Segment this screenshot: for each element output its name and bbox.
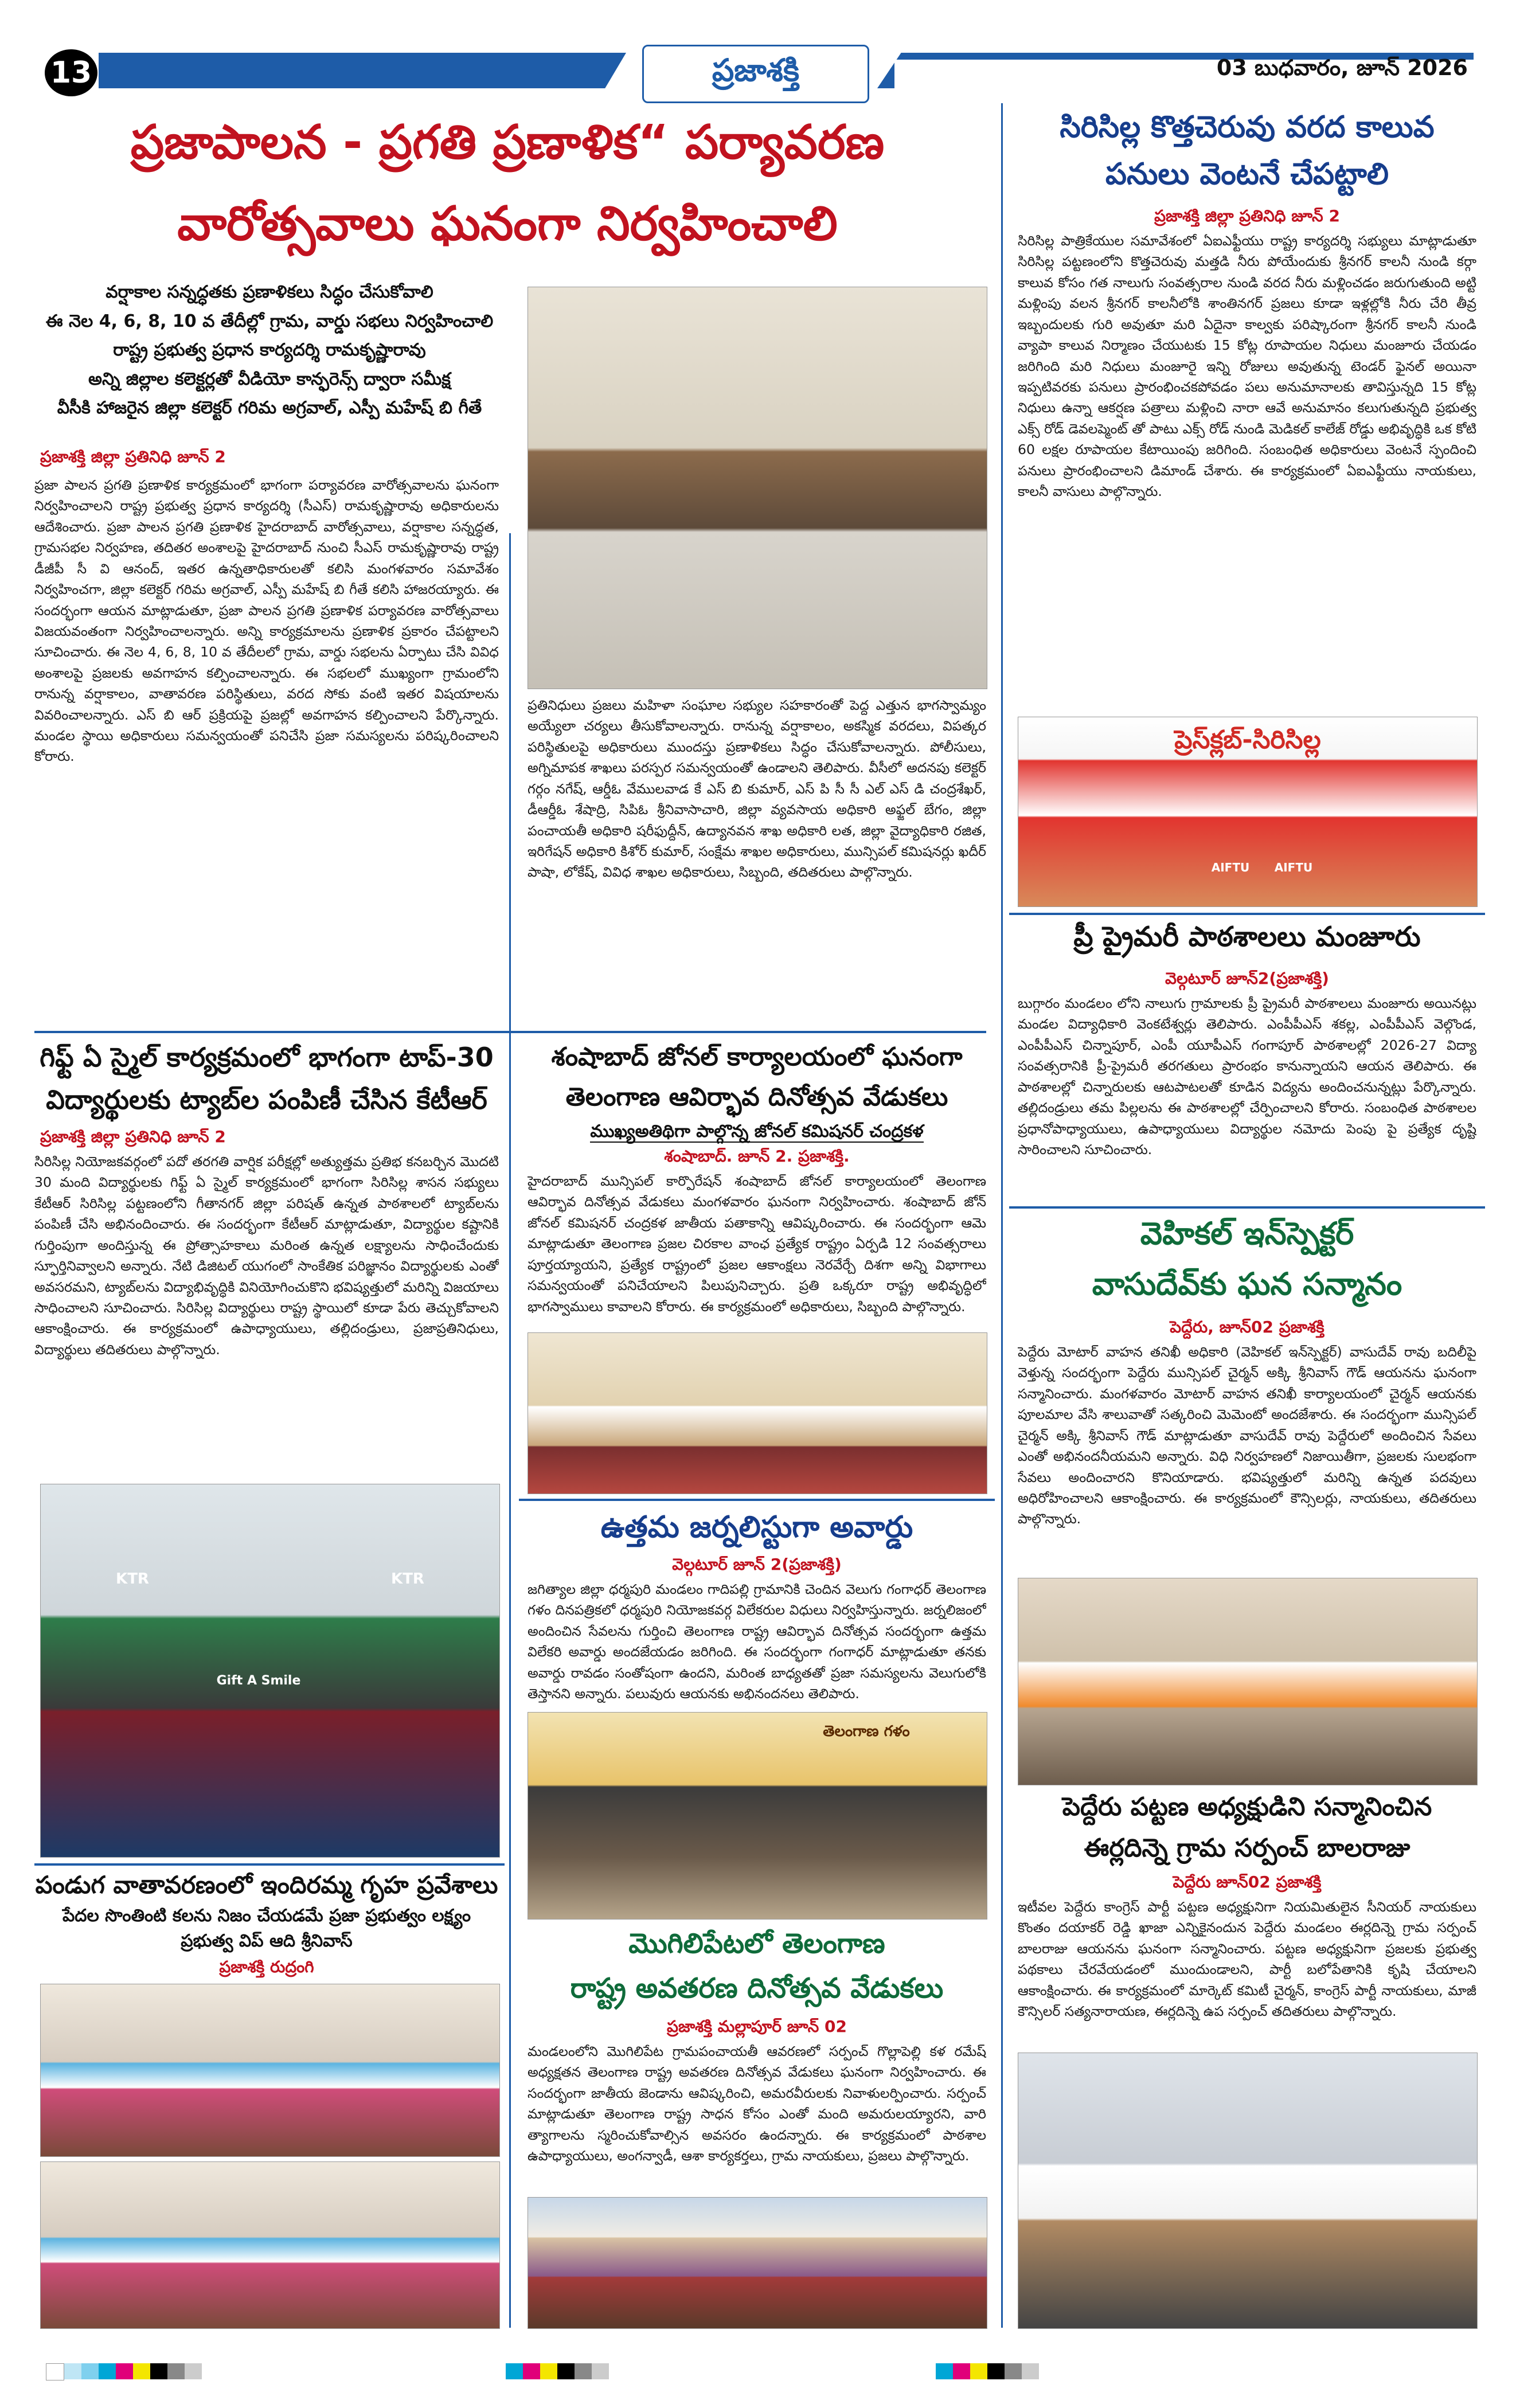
mogili-body: మండలంలోని మొగిలిపేట గ్రామపంచాయతీ ఆవరణలో సర్పంచ్ గొల్లాపెల్లి కళ రమేష్ అధ్యక్షతన తెలంగాణ రాష్ట్ర అవతరణ దినోత్సవ వేడుకలు ఘనంగా నిర్వహించారు. ఈ సందర్భంగా జాతీయ జెండాను ఆవిష్కరించి, అమరవీరులకు నివాళులర్పించారు. సర్పంచ్ మాట్లాడుతూ తెలంగాణ రాష్ట్ర సాధన కోసం ఎంతో మంది అమరులయ్యారని, వారి త్యాగాలను స్మరించుకోవాల్సిన అవసరం ఉందన్నారు. ఈ కార్యక్రమంలో పాఠశాల ఉపాధ్యాయులు, అంగన్వాడీ, ఆశా కార్యకర్తలు, గ్రామ నాయకులు, ప్రజలు పాల్గొన్నారు. xyxy=(528,2043,986,2164)
ktr-body: సిరిసిల్ల నియోజకవర్గంలో పదో తరగతి వార్షిక పరీక్షల్లో అత్యుత్తమ ప్రతిభ కనబర్చిన మొదటి 30 మంది విద్యార్థులకు గిఫ్ట్ ఏ స్మైల్ కార్యక్రమంలో భాగంగా సిరిసిల్ల శాసన సభ్యులు కేటీఆర్ సిరిసిల్ల పట్టణంలోని గీతానగర్ జిల్లా పరిషత్ ఉన్నత పాఠశాలలో ట్యాబ్‌లను పంపిణీ చేసి అభినందించారు. ఈ సందర్భంగా కేటీఆర్ మాట్లాడుతూ, విద్యార్థుల కష్టానికి గుర్తింపుగా అందిస్తున్న ఈ ప్రోత్సాహకాలు మరింత ఉన్నత లక్ష్యాలను సాధించేందుకు స్ఫూర్తినివ్వాలని అన్నారు. నేటి డిజిటల్ యుగంలో సాంకేతిక పరిజ్ఞానం విద్యార్థులకు ఎంతో అవసరమని, ట్యాబ్‌లను విద్యాభివృద్ధికి వినియోగించుకొని భవిష్యత్తులో మరిన్ని విజయాలు సాధించాలని సూచించారు. సిరిసిల్ల విద్యార్థులు రాష్ట్ర స్థాయిలో కూడా పేరు తెచ్చుకోవాలని ఆకాంక్షించారు. ఈ కార్యక్రమంలో ఉపాధ్యాయులు, తల్లిదండ్రులు, ప్రజాప్రతినిధులు, విద్యార్థులు తదితరులు పాల్గొన్నారు. xyxy=(34,1154,499,1358)
color-swatch xyxy=(953,2363,970,2379)
sarpanch-headline: పెద్దేరు పట్టణ అధ్యక్షుడిని సన్మానించిన xyxy=(1062,1792,1432,1821)
indiramma-photo-ribbon xyxy=(40,1984,500,2157)
column-divider xyxy=(1001,103,1003,2328)
banner-text: AIFTU xyxy=(1274,861,1313,874)
spacer xyxy=(609,2363,936,2380)
color-swatch xyxy=(46,2363,64,2380)
mogili-headline: మొగిలిపేటలో తెలంగాణ xyxy=(628,1928,885,1960)
sirisilla-headline-2: పనులు వెంటనే చేపట్టాలి xyxy=(1105,157,1389,191)
indiramma-photo-house xyxy=(40,2161,500,2329)
color-swatch xyxy=(987,2363,1005,2379)
lead-subheads xyxy=(34,281,505,420)
color-swatch xyxy=(970,2363,987,2379)
lead-body-center: ప్రతినిధులు ప్రజలు మహిళా సంఘాల సభ్యుల సహకారంతో పెద్ద ఎత్తున భాగస్వామ్యం అయ్యేలా చర్యలు తీసుకోవాలన్నారు. రానున్న వర్షాకాలం, అకస్మిక వరదలు, విపత్కర పరిస్థితులపై అధికారులు ముందస్తు ప్రణాళికలు సిద్ధం చేసుకోవాలన్నారు. పోలీసులు, అగ్నిమాపక శాఖలు పరస్పర సమన్వయంతో ఉండాలని తెలిపారు. వీసీలో అదనపు కలెక్టర్ గర్గం నగేష్, ఆర్డీఓ వేములవాడ కే ఎస్ బి కుమార్, ఎస్ పి సీ సీ ఎల్ ఎస్ డి చంద్రశేఖర్, డీఆర్డీఓ శేషాద్రి, సిపిఓ శ్రీనివాసాచారి, జిల్లా వ్యవసాయ అధికారి అఫ్జల్ బేగం, జిల్లా పంచాయతీ అధికారి షరీఫుద్దీన్, ఉద్యానవన శాఖ అధికారి లత, జిల్లా వైద్యాధికారి రజిత, ఇరిగేషన్ అధికారి కిశోర్ కుమార్, సంక్షేమ శాఖల అధికారులు, మున్సిపల్ కమిషనర్లు ఖదీర్ పాషా, లోకేష్, వివిధ శాఖల అధికారులు, సిబ్బంది, తదితరులు పాల్గొన్నారు. xyxy=(528,697,986,881)
mogili-headline-2: రాష్ట్ర అవతరణ దినోత్సవ వేడుకలు xyxy=(570,1972,944,2004)
shamshabad-sub-text: ముఖ్యఅతిథిగా పాల్గొన్న జోనల్ కమిషనర్ చంద్రకళ xyxy=(590,1121,924,1142)
award-banner-text: తెలంగాణ గళం xyxy=(823,1723,910,1740)
color-swatch xyxy=(116,2363,133,2379)
sirisilla-dateline: ప్రజాశక్తి జిల్లా ప్రతినిధి జూన్ 2 xyxy=(1154,206,1340,225)
section-rule xyxy=(519,1499,995,1501)
column-divider xyxy=(509,533,511,2328)
color-swatch xyxy=(150,2363,167,2379)
banner-text: Gift A Smile xyxy=(216,1674,301,1688)
section-rule xyxy=(1009,913,1485,915)
banner-text: KTR xyxy=(391,1570,424,1588)
sarpanch-dateline: పెద్దేరు జూన్02 ప్రజాశక్తి xyxy=(1173,1873,1322,1891)
indiramma-headline: పండుగ వాతావరణంలో ఇందిరమ్మ గృహ ప్రవేశాలు xyxy=(35,1871,498,1899)
vehicle-headline-2: వాసుదేవ్‌కు ఘన సన్మానం xyxy=(1092,1266,1402,1302)
color-swatch xyxy=(1005,2363,1022,2379)
banner-text: KTR xyxy=(116,1570,149,1588)
shamshabad-headline: శంషాబాద్ జోనల్ కార్యాలయంలో ఘనంగా xyxy=(551,1042,963,1072)
shamshabad-body: హైదరాబాద్ మున్సిపల్ కార్పొరేషన్ శంషాబాద్ జోనల్ కార్యాలయంలో తెలంగాణ ఆవిర్భావ దినోత్సవ వేడుకలు మంగళవారం ఘనంగా నిర్వహించారు. శంషాబాద్ జోన్ జోనల్ కమిషనర్ చంద్రకళ జాతీయ పతాకాన్ని ఆవిష్కరించారు. ఈ సందర్భంగా ఆమె మాట్లాడుతూ తెలంగాణ ప్రజల చిరకాల వాంఛ ప్రత్యేక రాష్ట్రం ఏర్పడి 12 సంవత్సరాలు పూర్తయ్యాయని, ప్రత్యేక రాష్ట్రంలో ప్రజల ఆకాంక్షలు నెరవేర్చే దిశగా అన్ని విభాగాలు సమన్వయంతో పనిచేయాలని పిలుపునిచ్చారు. ప్రతి ఒక్కరూ రాష్ట్ర అభివృద్ధిలో భాగస్వాములు కావాలని కోరారు. ఈ కార్యక్రమంలో అధికారులు, సిబ్బంది పాల్గొన్నారు. xyxy=(528,1173,986,1315)
section-rule xyxy=(1009,1206,1485,1209)
shamshabad-dateline: శంషాబాద్. జూన్ 2. ప్రజాశక్తి. xyxy=(664,1147,850,1166)
award-body: జగిత్యాల జిల్లా ధర్మపురి మండలం గాదిపల్లి గ్రామానికి చెందిన వెలుగు గంగాధర్ తెలంగాణ గళం దినపత్రికలో ధర్మపురి నియోజకవర్గ విలేకరుల విధులు నిర్వహిస్తున్నారు. జర్నలిజంలో అందించిన సేవలను గుర్తించి తెలంగాణ రాష్ట్ర ఆవిర్భావ దినోత్సవ సందర్భంగా ఉత్తమ విలేకరి అవార్డు అందజేయడం జరిగింది. ఈ సందర్భంగా గంగాధర్ మాట్లాడుతూ తనకు అవార్డు రావడం సంతోషంగా ఉందని, మరింత బాధ్యతతో ప్రజా సమస్యలను వెలుగులోకి తెస్తానని అన్నారు. పలువురు ఆయనకు అభినందనలు తెలిపారు. xyxy=(528,1581,986,1702)
vehicle-headline: వెహికల్ ఇన్‌స్పెక్టర్ xyxy=(1140,1215,1354,1252)
vehicle-dateline: పెద్దేరు, జూన్02 ప్రజాశక్తి xyxy=(1170,1318,1324,1336)
lead-photo-video-conference xyxy=(528,287,987,689)
lead-sub: రాష్ట్ర ప్రభుత్వ ప్రధాన కార్యదర్శి రామకృష్ణారావు xyxy=(113,340,426,360)
lead-body-left: ప్రజా పాలన ప్రగతి ప్రణాళిక కార్యక్రమంలో భాగంగా పర్యావరణ వారోత్సవాలను ఘనంగా నిర్వహించాలని రాష్ట్ర ప్రభుత్వ ప్రధాన కార్యదర్శి (సీఎస్) రామకృష్ణారావు అధికారులను ఆదేశించారు. ప్రజా పాలన ప్రగతి ప్రణాళిక హైదరాబాద్ వారోత్సవాలు, వర్షాకాల సన్నద్ధత, గ్రామసభల నిర్వహణ, తదితర అంశాలపై హైదరాబాద్ నుంచి సీఎస్ రామకృష్ణారావు రాష్ట్ర డీజీపీ సీ వి ఆనంద్, ఇతర ఉన్నతాధికారులతో కలిసి మంగళవారం సమావేశం నిర్వహించగా, జిల్లా కలెక్టర్ గరిమ అగ్రవాల్, ఎస్పీ మహేష్ బి గీతే కలిసి హాజరయ్యారు. ఈ సందర్భంగా ఆయన మాట్లాడుతూ, ప్రజా పాలన ప్రగతి ప్రణాళిక పర్యావరణ వారోత్సవాలు విజయవంతంగా నిర్వహించాలన్నారు. అన్ని కార్యక్రమాలను ప్రణాళిక ప్రకారం చేపట్టాలని సూచించారు. ఈ నెల 4, 6, 8, 10 వ తేదీలలో గ్రామ, వార్డు సభలను ఏర్పాటు చేసి వివిధ అంశాలపై ప్రజలకు అవగాహన కల్పించాలన్నారు. ఈ సభలలో ముఖ్యంగా గ్రామంలోని రానున్న వర్షాకాలం, వాతావరణ పరిస్థితులు, వరద సోకు వంటి ఇతర విషయాలను వివరించాలన్నారు. ఎస్ బి ఆర్ ప్రక్రియపై ప్రజల్లో అవగాహన కల్పించాలని పేర్కొన్నారు. మండల స్థాయి అధికారులు సమన్వయంతో పనిచేసి ప్రజా సమస్యలను పరిష్కరించాలని కోరారు. xyxy=(34,477,499,765)
preprimary-dateline: వెల్గటూర్ జూన్2(ప్రజాశక్తి) xyxy=(1165,969,1329,988)
mogili-photo-celebration xyxy=(528,2197,987,2329)
color-swatch xyxy=(81,2363,99,2379)
section-rule xyxy=(34,1863,505,1866)
color-swatch xyxy=(64,2363,81,2379)
shamshabad-headline-2: తెలంగాణ ఆవిర్భావ దినోత్సవ వేడుకలు xyxy=(565,1082,948,1112)
press-club-banner: ప్రెస్‌క్లబ్-సిరిసిల్ల xyxy=(1174,725,1321,755)
indiramma-sub-2: ప్రభుత్వ విప్ ఆది శ్రీనివాస్ xyxy=(181,1931,353,1951)
lead-sub: వర్షాకాల సన్నద్ధతకు ప్రణాళికలు సిద్ధం చేసుకోవాలి xyxy=(106,282,433,302)
printer-color-bar xyxy=(46,2363,1468,2380)
color-swatch xyxy=(936,2363,953,2379)
page-number: 13 xyxy=(45,49,97,96)
lead-sub: ఈ నెల 4, 6, 8, 10 వ తేదీల్లో గ్రామ, వార్డు సభలు నిర్వహించాలి xyxy=(45,311,494,331)
color-swatch xyxy=(133,2363,150,2379)
sirisilla-headline: సిరిసిల్ల కొత్తచెరువు వరద కాలువ xyxy=(1060,110,1435,144)
vehicle-photo xyxy=(1018,1578,1478,1785)
sarpanch-photo xyxy=(1018,2053,1478,2329)
indiramma-sub: పేదల సొంతింటి కలను నిజం చేయడమే ప్రజా ప్రభుత్వం లక్ష్యం xyxy=(62,1906,471,1926)
color-swatch xyxy=(1022,2363,1039,2379)
color-swatch xyxy=(523,2363,540,2379)
press-club-photo xyxy=(1018,717,1478,907)
color-swatch xyxy=(506,2363,523,2379)
vehicle-body: పెద్దేరు మోటార్ వాహన తనిఖీ అధికారి (వెహికల్ ఇన్‌స్పెక్టర్) వాసుదేవ్ రావు బదిలీపై వెళ్తున్న సందర్భంగా పెద్దేరు మున్సిపల్ చైర్మన్ అక్కి శ్రీనివాస్ గౌడ్ ఆయనను ఘనంగా సన్మానించారు. మంగళవారం మోటార్ వాహన తనిఖీ కార్యాలయంలో చైర్మన్ ఆయనకు పూలమాల వేసి శాలువాతో సత్కరించి మెమెంటో అందజేశారు. ఈ సందర్భంగా మున్సిపల్ చైర్మన్ అక్కి శ్రీనివాస్ గౌడ్ మాట్లాడుతూ వాసుదేవ్ రావు పెద్దేరులో అందించిన సేవలు ఎంతో అభినందనీయమని అన్నారు. విధి నిర్వహణలో నిజాయితీగా, ప్రజలకు సులభంగా సేవలు అందించారని కొనియాడారు. భవిష్యత్తులో మరిన్ని ఉన్నత పదవులు అధిరోహించాలని ఆకాంక్షించారు. ఈ కార్యక్రమంలో కౌన్సిలర్లు, నాయకులు, తదితరులు పాల్గొన్నారు. xyxy=(1018,1344,1476,1527)
issue-date: 03 బుధవారం, జూన్ 2026 xyxy=(1216,55,1468,80)
award-dateline: వెల్గటూర్ జూన్ 2(ప్రజాశక్తి) xyxy=(672,1555,842,1574)
award-photo xyxy=(528,1712,987,1920)
masthead-band-left xyxy=(99,53,626,88)
lead-headline-2: వారోత్సవాలు ఘనంగా నిర్వహించాలి xyxy=(177,197,838,251)
color-swatch xyxy=(557,2363,575,2379)
color-swatch xyxy=(540,2363,557,2379)
color-swatch xyxy=(167,2363,185,2379)
color-swatch xyxy=(575,2363,592,2379)
lead-dateline: ప్రజాశక్తి జిల్లా ప్రతినిధి జూన్ 2 xyxy=(40,447,226,466)
banner-text: AIFTU xyxy=(1211,861,1250,874)
sarpanch-body: ఇటీవల పెద్దేరు కాంగ్రెస్ పార్టీ పట్టణ అధ్యక్షునిగా నియమితులైన సీనియర్ నాయకులు కొంతం దయాకర్ రెడ్డి ఖాజా ఎన్నికైనందున పెద్దేరు మండలం ఈర్లదిన్నె గ్రామ సర్పంచ్ బాలరాజు ఆయనను ఘనంగా సన్మానించారు. పట్టణ అధ్యక్షునిగా ప్రజలకు ప్రభుత్వ పథకాలు చేరవేయడంలో ముందుండాలని, పార్టీ బలోపేతానికి కృషి చేయాలని ఆకాంక్షించారు. ఈ కార్యక్రమంలో మార్కెట్ కమిటీ చైర్మన్, కాంగ్రెస్ పార్టీ నాయకులు, మాజీ కౌన్సిలర్ సత్యనారాయణ, ఈర్లదిన్నె ఉప సర్పంచ్ తదితరులు పాల్గొన్నారు. xyxy=(1018,1899,1476,2020)
lead-sub: వీసీకి హాజరైన జిల్లా కలెక్టర్ గరిమ అగ్రవాల్, ఎస్పీ మహేష్ బి గీతే xyxy=(57,398,482,418)
color-swatch xyxy=(185,2363,202,2379)
section-rule xyxy=(34,1031,986,1033)
preprimary-headline: ప్రీ ప్రైమరీ పాఠశాలలు మంజూరు xyxy=(1073,921,1421,953)
sirisilla-body: సిరిసిల్ల పాత్రికేయుల సమావేశంలో ఏఐఎఫ్టీయు రాష్ట్ర కార్యదర్శి సభ్యులు మాట్లాడుతూ సిరిసిల్ల పట్టణంలోని కొత్తచెరువు మత్తడి నీరు పోయేందుకు శ్రీనగర్ కాలనీ నుండి కర్గా కాలువ కోసం గత నాలుగు సంవత్సరాల నుండి వరద నీరు మళ్లించడం జరుగుతుంది అట్టి మళ్లింపు వలన శ్రీనగర్ కాలనీలోకి శాంతినగర్ ప్రజలు కూడా ఇళ్లల్లోకి నీరు చేరి తీవ్ర ఇబ్బందులకు గురి అవుతూ మరి ఏదైనా కాల్వకు పరిష్కారంగా శ్రీనగర్ కాలనీ నుండి వ్యాపా కాలువ నిర్మాణం చేయుటకు 15 కోట్ల రూపాయల నిధులు మంజూరు చేయడం జరిగింది మరి నిధులు మంజూరై ఇన్ని రోజులు అవుతున్న టెండర్ ఫైనల్ అయినా ఇప్పటివరకు పనులు ప్రారంభించకపోవడం పలు అనుమానాలకు తావిస్తున్నది 15 కోట్ల నిధులు ఉన్నా ఆకర్షణ పత్రాలు మళ్లించి నారా ఆవే అనుమానం కలుగుతున్నది ప్రభుత్వ ఎక్స్ రోడ్ డెవలప్మెంట్ తో పాటు ఎక్స్ రోడ్ నుండి మెడికల్ కాలేజ్ రోడ్డు అభివృద్ధికి ఒక కోటి 60 లక్షల రూపాయల కేటాయింపు జరిగింది. సంబంధిత అధికారులు వెంటనే స్పందించి పనులు ప్రారంభించాలని డిమాండ్ చేశారు. ఈ కార్యక్రమంలో ఏఐఎఫ్టీయు నాయకులు, కాలనీ వాసులు పాల్గొన్నారు. xyxy=(1018,233,1476,500)
mogili-dateline: ప్రజాశక్తి మల్లాపూర్ జూన్ 02 xyxy=(667,2017,847,2036)
ktr-headline: గిఫ్ట్ ఏ స్మైల్ కార్యక్రమంలో భాగంగా టాప్-30 xyxy=(40,1042,494,1073)
color-swatch xyxy=(99,2363,116,2379)
lead-headline: ప్రజాపాలన - ప్రగతి ప్రణాళిక“ పర్యావరణ xyxy=(130,115,885,170)
ktr-dateline: ప్రజాశక్తి జిల్లా ప్రతినిధి జూన్ 2 xyxy=(40,1127,226,1146)
color-swatch xyxy=(592,2363,609,2379)
ktr-photo-students xyxy=(40,1484,500,1858)
award-headline: ఉత్తమ జర్నలిస్టుగా అవార్డు xyxy=(600,1510,913,1545)
spacer xyxy=(202,2363,506,2380)
preprimary-body: బుగ్గారం మండలం లోని నాలుగు గ్రామాలకు ప్రీ ప్రైమరీ పాఠశాలలు మంజూరు అయినట్లు మండల విద్యాధికారి వెంకటేశ్వర్లు తెలిపారు. ఎంపీపీఎస్ శకల్ల, ఎంపీపీఎస్ వెల్గొండ, ఎంపీపీఎస్ చిన్నాపూర్, ఎంపీ యూపీఎస్ గంగాపూర్ పాఠశాలల్లో 2026-27 విద్యా సంవత్సరానికి ప్రీ-ప్రైమరీ తరగతులు ప్రారంభం కానున్నాయని ఆయన తెలిపారు. ఈ పాఠశాలల్లో చిన్నారులకు ఆటపాటలతో కూడిన విద్యను అందించనున్నట్లు పేర్కొన్నారు. తల్లిదండ్రులు తమ పిల్లలను ఈ పాఠశాలల్లో చేర్పించాలని కోరారు. సంబంధిత పాఠశాలల ప్రధానోపాధ్యాయులు, ఉపాధ్యాయులు విద్యార్థుల నమోదు పెంపు పై ప్రత్యేక దృష్టి సారించాలని సూచించారు. xyxy=(1018,995,1476,1158)
newspaper-logo: ప్రజాశక్తి xyxy=(642,45,869,103)
shamshabad-photo xyxy=(528,1332,987,1494)
indiramma-dateline: ప్రజాశక్తి రుద్రంగి xyxy=(219,1957,314,1976)
sarpanch-headline-2: ఈర్లదిన్నె గ్రామ సర్పంచ్ బాలరాజు xyxy=(1084,1834,1410,1863)
ktr-headline-2: విద్యార్థులకు ట్యాబ్‌ల పంపిణీ చేసిన కేటీఆర్ xyxy=(46,1084,487,1115)
lead-sub: అన్ని జిల్లాల కలెక్టర్లతో వీడియో కాన్ఫరెన్స్ ద్వారా సమీక్ష xyxy=(88,369,451,389)
shamshabad-sub xyxy=(528,1120,986,1144)
